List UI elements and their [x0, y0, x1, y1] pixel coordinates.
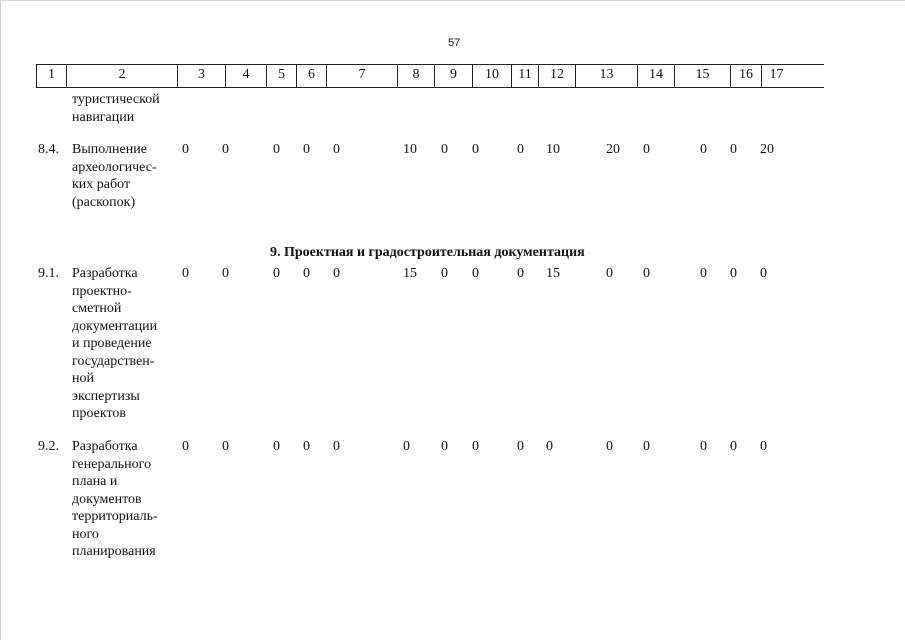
cell-value-col-8: 15: [403, 266, 417, 281]
cell-value-col-11: 0: [517, 439, 524, 454]
column-header-7: 7: [326, 65, 397, 87]
column-header-9: 9: [434, 65, 472, 87]
row-description-line: ного: [72, 526, 99, 542]
cell-value-col-10: 0: [472, 142, 479, 157]
cell-value-col-16: 0: [730, 142, 737, 157]
cell-value-col-12: 10: [546, 142, 560, 157]
cell-value-col-8: 10: [403, 142, 417, 157]
column-header-15: 15: [674, 65, 730, 87]
column-header-1: 1: [36, 65, 66, 87]
cell-value-col-17: 0: [760, 266, 767, 281]
row-description-line: проектов: [72, 406, 127, 421]
cell-value-col-10: 0: [472, 266, 479, 281]
column-header-5: 5: [266, 65, 296, 87]
cell-value-col-4: 0: [222, 439, 229, 454]
cell-value-col-13: 20: [606, 142, 620, 157]
cell-value-col-6: 0: [303, 142, 310, 157]
cell-value-col-16: 0: [730, 439, 737, 454]
cell-value-col-7: 0: [333, 439, 340, 454]
row-description-line: (раскопок): [72, 194, 136, 210]
row-description-line: документов: [72, 491, 142, 507]
column-header-12: 12: [538, 65, 575, 87]
row-description-line: сметной: [72, 301, 122, 316]
column-header-10: 10: [472, 65, 511, 87]
row-description-line: экспертизы: [72, 388, 140, 404]
column-header-11: 11: [511, 65, 538, 87]
cell-value-col-7: 0: [333, 142, 340, 157]
row-description-line: планирования: [72, 544, 156, 559]
cell-value-col-6: 0: [303, 266, 310, 281]
cell-value-col-4: 0: [222, 142, 229, 157]
column-header-13: 13: [575, 65, 637, 87]
row-description-line: плана и: [72, 474, 118, 489]
cell-value-col-16: 0: [730, 266, 737, 281]
cell-value-col-13: 0: [606, 266, 613, 281]
cell-value-col-12: 15: [546, 266, 560, 281]
row-description-line: туристической: [72, 92, 160, 107]
row-description-line: территориаль-: [72, 509, 158, 524]
cell-value-col-13: 0: [606, 439, 613, 454]
column-header-6: 6: [296, 65, 326, 87]
cell-value-col-12: 0: [546, 439, 553, 454]
column-header-16: 16: [730, 65, 761, 87]
row-description-line: генерального: [72, 456, 152, 472]
cell-value-col-15: 0: [700, 439, 707, 454]
cell-value-col-11: 0: [517, 266, 524, 281]
row-description-line: навигации: [72, 109, 135, 125]
cell-value-col-17: 20: [760, 142, 774, 157]
cell-value-col-10: 0: [472, 439, 479, 454]
cell-value-col-5: 0: [273, 266, 280, 281]
cell-value-col-9: 0: [441, 266, 448, 281]
cell-value-col-3: 0: [182, 266, 189, 281]
row-description-line: Разработка: [72, 266, 138, 281]
cell-value-col-6: 0: [303, 439, 310, 454]
row-description-line: ких работ: [72, 177, 131, 192]
row-description-line: Выполнение: [72, 142, 147, 157]
row-description-line: государствен-: [72, 353, 155, 369]
row-number: 9.1.: [38, 266, 59, 281]
cell-value-col-9: 0: [441, 439, 448, 454]
cell-value-col-5: 0: [273, 142, 280, 157]
row-description-line: и проведение: [72, 336, 152, 351]
column-header-4: 4: [225, 65, 266, 87]
cell-value-col-14: 0: [643, 142, 650, 157]
cell-value-col-8: 0: [403, 439, 410, 454]
cell-value-col-15: 0: [700, 266, 707, 281]
row-description-line: проектно-: [72, 283, 132, 299]
column-header-14: 14: [637, 65, 674, 87]
column-header-8: 8: [397, 65, 434, 87]
row-number: 8.4.: [38, 142, 59, 157]
column-header-3: 3: [177, 65, 225, 87]
section-title: 9. Проектная и градостроительная документация: [270, 245, 585, 260]
column-header-17: 17: [761, 65, 791, 87]
table-header-row: [36, 64, 824, 88]
cell-value-col-3: 0: [182, 439, 189, 454]
scan-edge-left: [0, 0, 1, 640]
row-number: 9.2.: [38, 439, 59, 454]
row-description-line: ной: [72, 371, 94, 386]
cell-value-col-14: 0: [643, 266, 650, 281]
cell-value-col-11: 0: [517, 142, 524, 157]
page-number: 57: [448, 37, 461, 49]
cell-value-col-9: 0: [441, 142, 448, 157]
column-header-2: 2: [66, 65, 177, 87]
cell-value-col-17: 0: [760, 439, 767, 454]
row-description-line: Разработка: [72, 439, 138, 454]
cell-value-col-7: 0: [333, 266, 340, 281]
row-description-line: документации: [72, 318, 158, 334]
row-description-line: археологичес-: [72, 159, 157, 175]
cell-value-col-4: 0: [222, 266, 229, 281]
cell-value-col-3: 0: [182, 142, 189, 157]
scan-edge-top: [0, 0, 905, 1]
cell-value-col-5: 0: [273, 439, 280, 454]
cell-value-col-15: 0: [700, 142, 707, 157]
cell-value-col-14: 0: [643, 439, 650, 454]
